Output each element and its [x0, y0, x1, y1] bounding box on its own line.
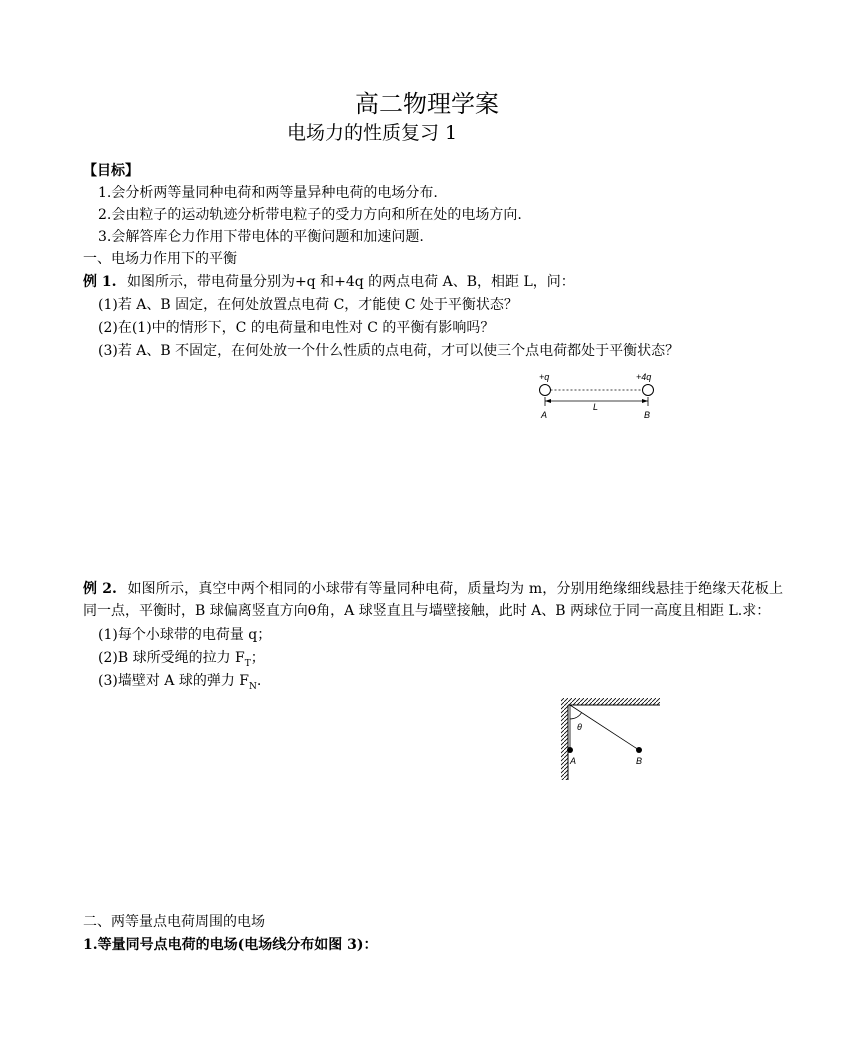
page-subtitle: 电场力的性质复习 1 — [287, 122, 458, 144]
charge-a-label: +q — [539, 372, 550, 382]
angle-label: θ — [577, 722, 582, 732]
example-1-question-1: (1)若 A、B 固定，在何处放置点电荷 C，才能使 C 处于平衡状态？ — [98, 297, 518, 313]
example-2-label: 例 2. — [83, 581, 117, 597]
point-b-label: B — [644, 410, 651, 420]
dimension-arrow-right — [642, 399, 648, 403]
ball-a-label: A — [570, 756, 577, 766]
ceiling-hatch — [568, 698, 660, 705]
angle-arc — [570, 713, 582, 719]
goal-item-2: 2.会由粒子的运动轨迹分析带电粒子的受力方向和所在处的电场方向. — [98, 207, 522, 223]
ball-b-label: B — [636, 756, 643, 766]
example-2-question-3: (3)墙壁对 A 球的弹力 $F_N$. — [98, 673, 262, 692]
charge-b-circle — [643, 385, 654, 396]
page-title: 高二物理学案 — [355, 90, 499, 118]
dimension-arrow-left — [545, 399, 551, 403]
goals-heading: 【目标】 — [83, 163, 139, 179]
goal-item-3: 3.会解答库仑力作用下带电体的平衡问题和加速问题. — [98, 229, 424, 245]
section-1-heading: 一、电场力作用下的平衡 — [83, 251, 237, 267]
example-1 — [83, 273, 575, 291]
distance-label: L — [593, 402, 599, 412]
example-2 — [83, 578, 783, 622]
example-1-question-2: (2)在(1)中的情形下，C 的电荷量和电性对 C 的平衡有影响吗？ — [98, 320, 495, 336]
charge-a-circle — [540, 385, 551, 396]
point-a-label: A — [541, 410, 548, 420]
example-2-question-2: (2)B 球所受绳的拉力 $F_T$； — [98, 650, 265, 669]
example-1-question-3: (3)若 A、B 不固定，在何处放一个什么性质的点电荷，才可以使三个点电荷都处于平衡状态？ — [98, 343, 680, 359]
section-2-heading: 二、两等量点电荷周围的电场 — [83, 914, 265, 930]
example-2-text: 如图所示，真空中两个相同的小球带有等量同种电荷，质量均为 m，分别用绝缘细线悬挂于绝缘天花板上同一点，平衡时，B 球偏离竖直方向θ角，A 球竖直且与墙壁接触，此时 A、B 两球位于同一高度且相距 L.求： — [83, 581, 783, 619]
figure-hanging-balls — [556, 694, 666, 784]
figure-two-charges — [530, 368, 665, 426]
wall-hatch — [561, 698, 568, 780]
charge-b-label: +4q — [636, 372, 652, 382]
item-1-heading: 1.等量同号点电荷的电场(电场线分布如图 3)： — [83, 937, 378, 953]
example-1-label: 例 1. — [83, 274, 117, 290]
ball-a — [567, 747, 573, 753]
example-1-text: 如图所示，带电荷量分别为+q 和+4q 的两点电荷 A、B，相距 L，问： — [126, 274, 575, 290]
example-2-question-1: (1)每个小球带的电荷量 q； — [98, 627, 272, 643]
ball-b — [636, 747, 642, 753]
goal-item-1: 1.会分析两等量同种电荷和两等量异种电荷的电场分布. — [98, 185, 438, 201]
